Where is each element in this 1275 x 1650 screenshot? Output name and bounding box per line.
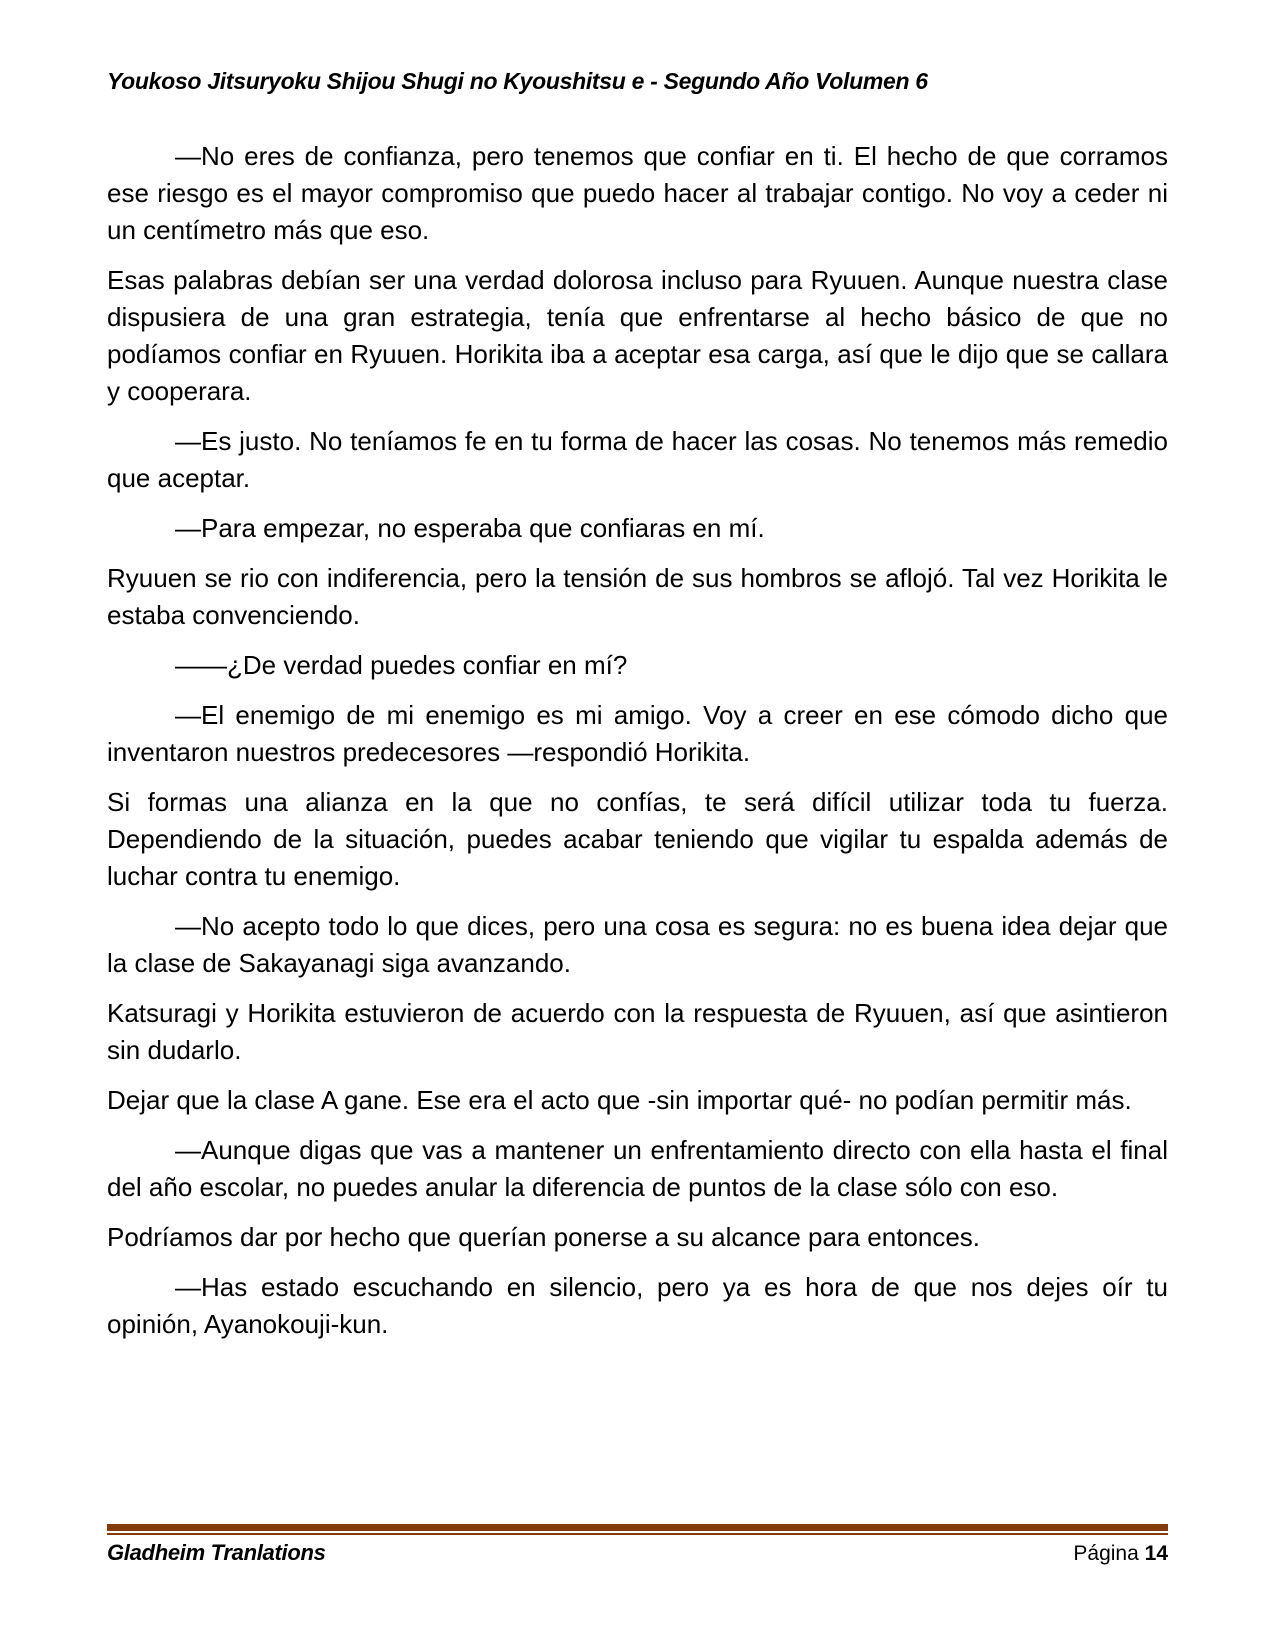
paragraph: Esas palabras debían ser una verdad dolorosa incluso para Ryuuen. Aunque nuestra clase dispusiera de una gran estrategia, tenía que enfrentarse al hecho básico de que no podíamos confiar en Ryuuen. Horikita iba a aceptar esa carga, así que le dijo que se callara y cooperara. [107, 265, 1168, 406]
paragraph: Ryuuen se rio con indiferencia, pero la tensión de sus hombros se aflojó. Tal vez Horikita le estaba convenciendo. [107, 563, 1168, 630]
paragraph: —El enemigo de mi enemigo es mi amigo. Voy a creer en ese cómodo dicho que inventaron nuestros predecesores —respondió Horikita. [107, 700, 1168, 767]
paragraph: —No acepto todo lo que dices, pero una cosa es segura: no es buena idea dejar que la clase de Sakayanagi siga avanzando. [107, 911, 1168, 978]
paragraph: —No eres de confianza, pero tenemos que confiar en ti. El hecho de que corramos ese riesgo es el mayor compromiso que puedo hacer al trabajar contigo. No voy a ceder ni un centímetro más que eso. [107, 141, 1168, 245]
page-footer [107, 1524, 1168, 1566]
paragraph: ——¿De verdad puedes confiar en mí? [175, 650, 628, 680]
paragraph: Si formas una alianza en la que no confías, te será difícil utilizar toda tu fuerza. Dependiendo de la situación, puedes acabar teniendo que vigilar tu espalda además de luchar contra tu enemigo. [107, 787, 1168, 891]
footer-page-number [1073, 1542, 1168, 1566]
paragraph: —Has estado escuchando en silencio, pero ya es hora de que nos dejes oír tu opinión, Ayanokouji-kun. [107, 1272, 1168, 1339]
footer-translator: Gladheim Tranlations [107, 1540, 326, 1565]
paragraph: Dejar que la clase A gane. Ese era el acto que -sin importar qué- no podían permitir más. [107, 1085, 1132, 1115]
paragraph: —Es justo. No teníamos fe en tu forma de hacer las cosas. No tenemos más remedio que aceptar. [107, 426, 1168, 493]
page-number-value: 14 [1144, 1542, 1168, 1565]
page-label: Página [1073, 1542, 1139, 1565]
footer-rule [107, 1524, 1168, 1535]
paragraph: —Para empezar, no esperaba que confiaras en mí. [175, 513, 765, 543]
body-text [107, 138, 1168, 1356]
page-header-title: Youkoso Jitsuryoku Shijou Shugi no Kyoushitsu e - Segundo Año Volumen 6 [107, 68, 928, 94]
footer-row [107, 1540, 1168, 1566]
paragraph: Katsuragi y Horikita estuvieron de acuerdo con la respuesta de Ryuuen, así que asintieron sin dudarlo. [107, 998, 1168, 1065]
paragraph: —Aunque digas que vas a mantener un enfrentamiento directo con ella hasta el final del año escolar, no puedes anular la diferencia de puntos de la clase sólo con eso. [107, 1135, 1168, 1202]
paragraph: Podríamos dar por hecho que querían ponerse a su alcance para entonces. [107, 1222, 981, 1252]
